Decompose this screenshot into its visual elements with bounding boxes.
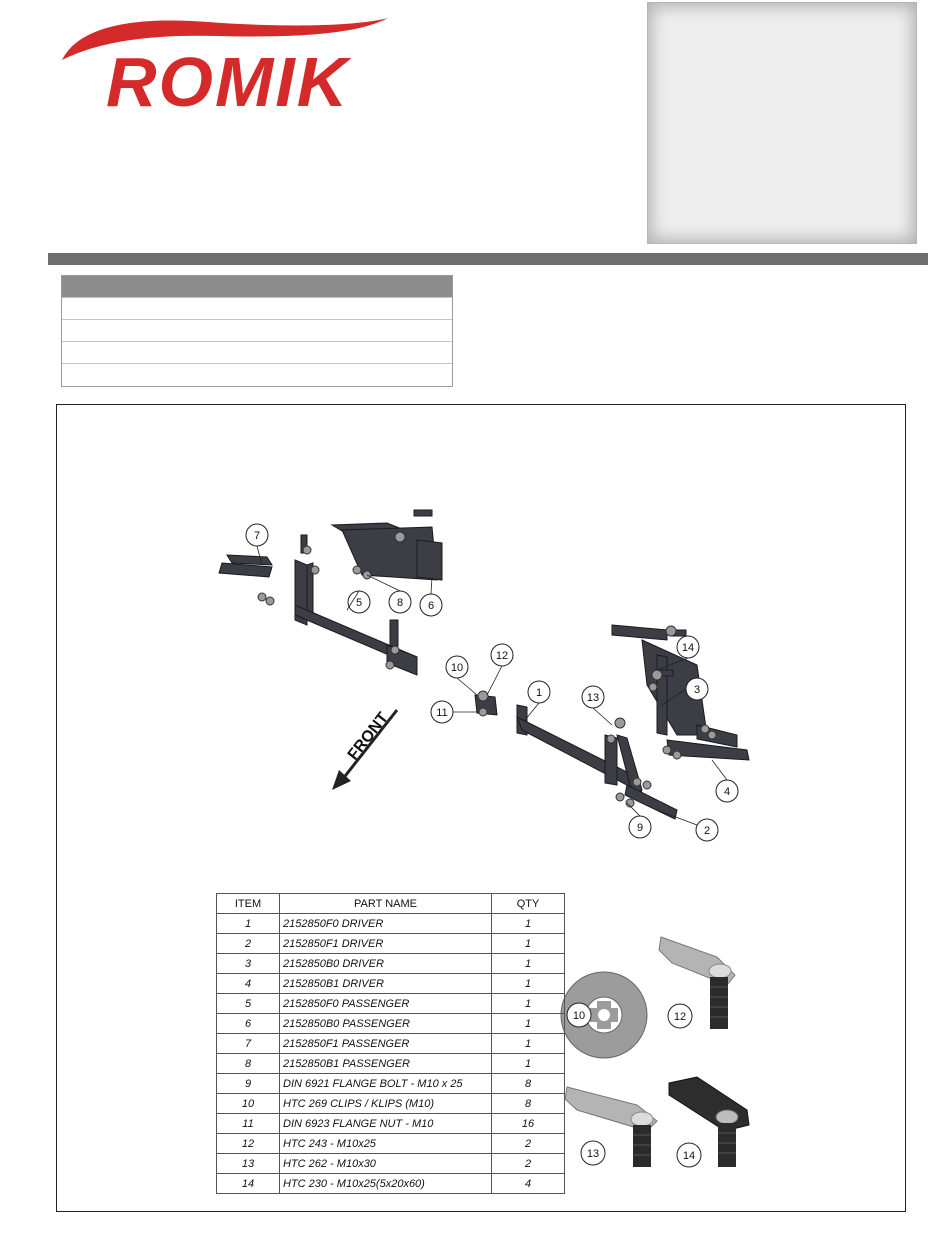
callout-6-label: 6 xyxy=(427,600,435,612)
bom-row xyxy=(217,1014,565,1034)
detail-label-14: 14 xyxy=(682,1150,696,1162)
bom-header-part-name: PART NAME xyxy=(280,894,492,914)
bom-item-number: 9 xyxy=(217,1074,280,1094)
spec-table-row xyxy=(62,341,452,363)
logo-text: ROMIK xyxy=(106,43,350,112)
callout-3-label: 3 xyxy=(693,684,701,696)
spec-table xyxy=(61,275,453,387)
bom-item-number: 3 xyxy=(217,954,280,974)
detail-label-10: 10 xyxy=(572,1010,586,1022)
bom-part-name: DIN 6923 FLANGE NUT - M10 xyxy=(280,1114,492,1134)
callout-7-label: 7 xyxy=(253,530,261,542)
front-arrow xyxy=(332,709,397,790)
bom-qty: 1 xyxy=(492,914,565,934)
bom-item-number: 8 xyxy=(217,1054,280,1074)
bom-qty: 8 xyxy=(492,1094,565,1114)
bom-item-number: 11 xyxy=(217,1114,280,1134)
bom-row xyxy=(217,974,565,994)
bom-part-name: HTC 262 - M10x30 xyxy=(280,1154,492,1174)
callout-9-label: 9 xyxy=(636,822,644,834)
bom-header-qty: QTY xyxy=(492,894,565,914)
bom-qty: 1 xyxy=(492,1014,565,1034)
callout-11-label: 11 xyxy=(436,707,448,719)
bom-header-row xyxy=(217,894,565,914)
callout-14-label: 14 xyxy=(681,642,695,654)
bom-item-number: 7 xyxy=(217,1034,280,1054)
bom-part-name: 2152850F1 DRIVER xyxy=(280,934,492,954)
bom-row xyxy=(217,1134,565,1154)
front-label: FRONT xyxy=(344,709,393,764)
bom-part-name: 2152850B1 PASSENGER xyxy=(280,1054,492,1074)
callout-4-label: 4 xyxy=(723,786,731,798)
bom-part-name: HTC 230 - M10x25(5x20x60) xyxy=(280,1174,492,1194)
product-photo-frame xyxy=(647,2,917,244)
bom-part-name: HTC 243 - M10x25 xyxy=(280,1134,492,1154)
bom-part-name: 2152850B0 PASSENGER xyxy=(280,1014,492,1034)
bom-header-item: ITEM xyxy=(217,894,280,914)
bom-qty: 1 xyxy=(492,934,565,954)
bom-row xyxy=(217,994,565,1014)
bom-qty: 1 xyxy=(492,1054,565,1074)
bom-qty: 1 xyxy=(492,974,565,994)
spec-table-row xyxy=(62,363,452,385)
detail-label-12: 12 xyxy=(673,1011,687,1023)
bom-row xyxy=(217,1054,565,1074)
bom-row xyxy=(217,1094,565,1114)
callout-8-label: 8 xyxy=(396,597,404,609)
bom-qty: 2 xyxy=(492,1134,565,1154)
bom-item-number: 14 xyxy=(217,1174,280,1194)
callout-13-label: 13 xyxy=(586,692,600,704)
bom-part-name: 2152850B1 DRIVER xyxy=(280,974,492,994)
romik-logo xyxy=(58,8,438,112)
bom-part-name: HTC 269 CLIPS / KLIPS (M10) xyxy=(280,1094,492,1114)
spec-table-row xyxy=(62,297,452,319)
bom-qty: 8 xyxy=(492,1074,565,1094)
bom-item-number: 10 xyxy=(217,1094,280,1114)
driver-bracket-assembly xyxy=(475,625,749,819)
bom-qty: 2 xyxy=(492,1154,565,1174)
header-divider xyxy=(48,253,928,265)
detail-label-13: 13 xyxy=(586,1148,600,1160)
callout-10-label: 10 xyxy=(450,662,464,674)
bom-row xyxy=(217,914,565,934)
callout-2-label: 2 xyxy=(703,825,711,837)
bom-item-number: 13 xyxy=(217,1154,280,1174)
bom-part-name: 2152850B0 DRIVER xyxy=(280,954,492,974)
bom-qty: 1 xyxy=(492,954,565,974)
bom-part-name: DIN 6921 FLANGE BOLT - M10 x 25 xyxy=(280,1074,492,1094)
spec-table-row xyxy=(62,319,452,341)
bom-row xyxy=(217,1174,565,1194)
bom-item-number: 12 xyxy=(217,1134,280,1154)
bom-qty: 1 xyxy=(492,994,565,1014)
bom-item-number: 6 xyxy=(217,1014,280,1034)
callout-1-label: 1 xyxy=(535,687,543,699)
bom-row xyxy=(217,934,565,954)
bom-part-name: 2152850F1 PASSENGER xyxy=(280,1034,492,1054)
bom-item-number: 2 xyxy=(217,934,280,954)
bom-row xyxy=(217,954,565,974)
bom-item-number: 4 xyxy=(217,974,280,994)
callout-12-label: 12 xyxy=(495,650,509,662)
callout-5-label: 5 xyxy=(355,597,363,609)
bom-row xyxy=(217,1074,565,1094)
bom-qty: 1 xyxy=(492,1034,565,1054)
bom-qty: 16 xyxy=(492,1114,565,1134)
bill-of-materials xyxy=(216,893,565,1194)
bom-row xyxy=(217,1114,565,1134)
bom-qty: 4 xyxy=(492,1174,565,1194)
bom-row xyxy=(217,1034,565,1054)
bom-row xyxy=(217,1154,565,1174)
bom-part-name: 2152850F0 DRIVER xyxy=(280,914,492,934)
bom-item-number: 5 xyxy=(217,994,280,1014)
bom-body xyxy=(217,914,565,1194)
bom-part-name: 2152850F0 PASSENGER xyxy=(280,994,492,1014)
bolt-detail-13 xyxy=(565,1087,657,1167)
spec-table-header xyxy=(62,276,452,297)
bom-item-number: 1 xyxy=(217,914,280,934)
